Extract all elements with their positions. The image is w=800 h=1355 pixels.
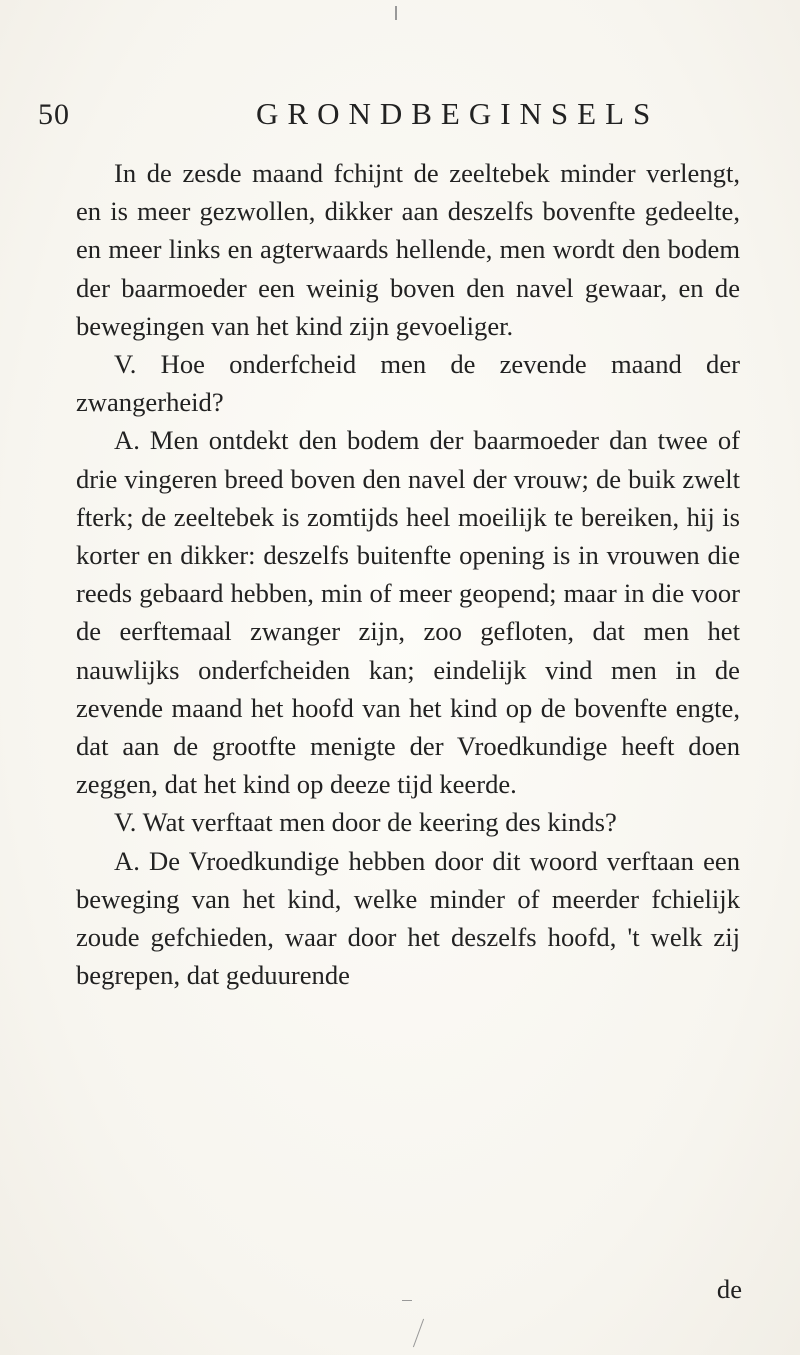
- ink-mark-bottom: [402, 1300, 412, 1301]
- catchword: de: [716, 1274, 742, 1304]
- page-number: 50: [38, 98, 70, 131]
- answer-seventh-month: A. Men ontdekt den bodem der baarmoeder dan twee of drie vingeren breed boven den navel der vrouw; de buik zwelt fterk; de zeeltebek is zomtijds heel moeilijk te bereiken, hij is korter en dikker: deszelfs buitenfte opening is in vrouwen die reeds gebaard hebben, min of meer geopend; maar in die voor de eerftemaal zwanger zijn, zoo gefloten, dat men het nauwlijks onderfcheiden kan; eindelijk vind men in de zevende maand het hoofd van het kind op de bovenfte engte, dat aan de grootfte menigte der Vroedkundige heeft doen zeggen, dat het kind op deeze tijd keerde.: [76, 425, 740, 800]
- ink-mark-bottom-right: [413, 1319, 424, 1348]
- body-text: [76, 154, 740, 994]
- answer-turning: A. De Vroedkundige hebben door dit woord verftaan een beweging van het kind, welke minder of meerder fchielijk zoude gefchieden, waar door het deszelfs hoofd, 't welk zij begrepen, dat geduurende: [76, 845, 740, 991]
- question-turning: V. Wat verftaat men door de keering des kinds?: [114, 807, 617, 838]
- page-header: [38, 96, 738, 136]
- ink-mark-top: [395, 6, 397, 20]
- paragraph-sixth-month: In de zesde maand fchijnt de zeeltebek minder verlengt, en is meer gezwollen, dikker aan deszelfs bovenfte gedeelte, en meer links en agterwaards hellende, men wordt den bodem der baarmoeder een weinig boven den navel gewaar, en de bewegingen van het kind zijn gevoeliger.: [76, 158, 740, 341]
- question-seventh-month: V. Hoe onderfcheid men de zevende maand der zwangerheid?: [76, 349, 740, 418]
- running-head: GRONDBEGINSELS: [256, 96, 660, 131]
